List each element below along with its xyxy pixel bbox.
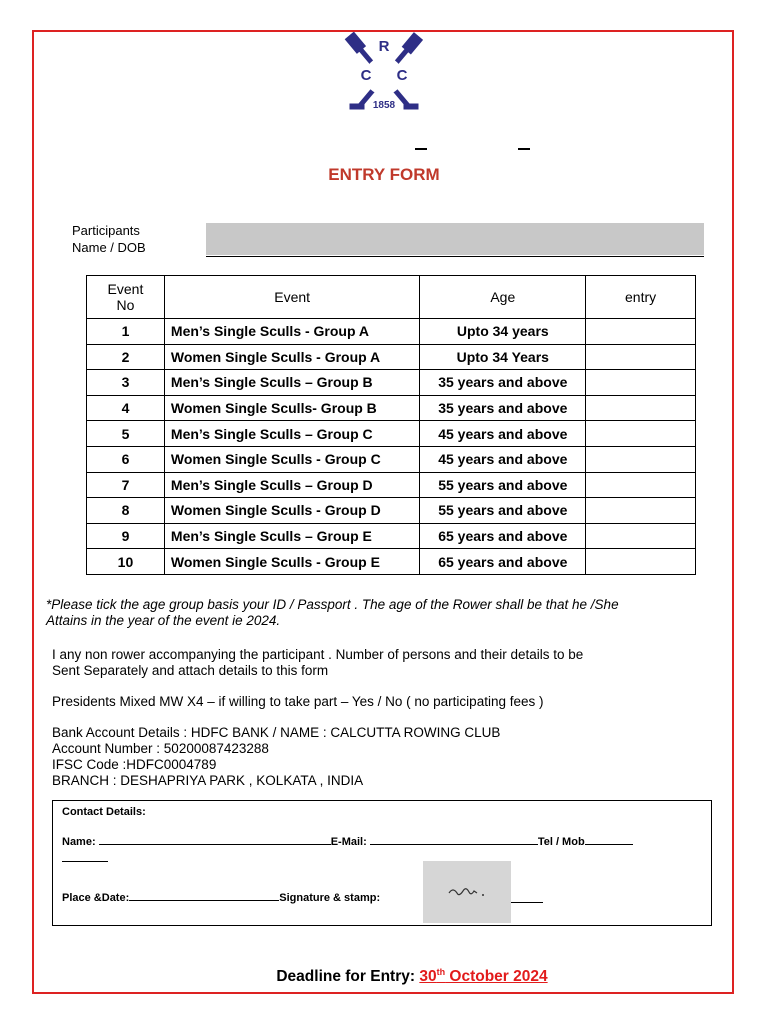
age-note-line2: Attains in the year of the event ie 2024.: [46, 613, 281, 628]
header-entry: entry: [586, 276, 696, 319]
cell-age: 35 years and above: [420, 395, 586, 421]
cell-age: 55 years and above: [420, 472, 586, 498]
cell-age: 45 years and above: [420, 446, 586, 472]
age-note: [46, 597, 756, 629]
bank-line2: Account Number : 50200087423288: [52, 741, 269, 756]
name-field[interactable]: [99, 834, 331, 845]
participant-name-input[interactable]: [206, 223, 704, 255]
non-rower-line1: I any non rower accompanying the participant . Number of persons and their details to be: [52, 647, 584, 662]
cell-event-no: 1: [87, 319, 165, 345]
bank-details: [52, 725, 500, 789]
signature-underline: [511, 892, 543, 903]
cell-event: Men’s Single Sculls – Group D: [164, 472, 420, 498]
deadline-date: [419, 968, 547, 985]
signature-scribble-icon: [423, 861, 511, 923]
participant-label: [72, 222, 146, 256]
cell-event-no: 3: [87, 370, 165, 396]
deadline-suffix: th: [436, 967, 446, 977]
table-row: [87, 446, 696, 472]
contact-heading: Contact Details:: [62, 806, 146, 818]
cell-age: 35 years and above: [420, 370, 586, 396]
bank-line4: BRANCH : DESHAPRIYA PARK , KOLKATA , INDIA: [52, 773, 364, 788]
tel-field-continuation[interactable]: [62, 851, 108, 865]
decorative-dash: [518, 148, 530, 150]
signature-stamp-image: [423, 861, 511, 923]
table-row: [87, 421, 696, 447]
cell-age: Upto 34 Years: [420, 344, 586, 370]
cell-event-no: 10: [87, 549, 165, 575]
deadline-month-year: October 2024: [445, 968, 548, 986]
form-title: ENTRY FORM: [328, 165, 440, 184]
cell-event: Women Single Sculls - Group D: [164, 498, 420, 524]
cell-event: Men’s Single Sculls - Group A: [164, 319, 420, 345]
cell-event: Women Single Sculls - Group A: [164, 344, 420, 370]
tel-field-underline: [62, 851, 108, 862]
logo-letter-c1: C: [360, 67, 372, 84]
table-row: [87, 344, 696, 370]
table-row: [87, 472, 696, 498]
cell-entry-checkbox[interactable]: [586, 395, 696, 421]
participant-label-line2: Name / DOB: [72, 240, 146, 255]
table-row: [87, 523, 696, 549]
cell-event: Women Single Sculls - Group C: [164, 446, 420, 472]
cell-entry-checkbox[interactable]: [586, 498, 696, 524]
name-label: Name:: [62, 836, 96, 848]
cell-event-no: 4: [87, 395, 165, 421]
cell-event-no: 5: [87, 421, 165, 447]
contact-row-2: [62, 890, 380, 904]
cell-event-no: 2: [87, 344, 165, 370]
cell-entry-checkbox[interactable]: [586, 523, 696, 549]
table-header-row: [87, 276, 696, 319]
table-row: [87, 319, 696, 345]
logo-year: 1858: [372, 100, 396, 111]
presidents-line: Presidents Mixed MW X4 – if willing to take part – Yes / No ( no participating fees ): [52, 694, 544, 709]
cell-entry-checkbox[interactable]: [586, 549, 696, 575]
cell-event: Women Single Sculls- Group B: [164, 395, 420, 421]
deadline-label: Deadline for Entry:: [276, 968, 416, 986]
cell-age: 55 years and above: [420, 498, 586, 524]
place-date-field[interactable]: [129, 890, 279, 901]
signature-field[interactable]: [511, 892, 543, 906]
cell-event: Men’s Single Sculls – Group E: [164, 523, 420, 549]
email-label: E-Mail:: [330, 836, 367, 848]
cell-event-no: 6: [87, 446, 165, 472]
bank-line3: IFSC Code :HDFC0004789: [52, 757, 217, 772]
participant-underline: [206, 256, 704, 257]
participant-label-line1: Participants: [72, 223, 140, 238]
cell-age: 65 years and above: [420, 549, 586, 575]
place-date-label: Place &Date:: [62, 892, 130, 904]
cell-entry-checkbox[interactable]: [586, 472, 696, 498]
cell-event-no: 9: [87, 523, 165, 549]
tel-label: Tel / Mob: [537, 836, 585, 848]
header-age: Age: [420, 276, 586, 319]
header-event-no-line1: Event: [107, 281, 144, 297]
cell-entry-checkbox[interactable]: [586, 370, 696, 396]
header-event-no: [87, 276, 165, 319]
logo-letter-c2: C: [396, 67, 408, 84]
deadline: [0, 967, 768, 986]
events-table: [86, 275, 696, 575]
cell-age: Upto 34 years: [420, 319, 586, 345]
cell-entry-checkbox[interactable]: [586, 344, 696, 370]
logo-letter-r: R: [378, 38, 390, 55]
table-row: [87, 370, 696, 396]
cell-age: 45 years and above: [420, 421, 586, 447]
cell-entry-checkbox[interactable]: [586, 446, 696, 472]
age-note-line1: *Please tick the age group basis your ID / Passport . The age of the Rower shall be that he /She: [46, 597, 619, 612]
email-field[interactable]: [370, 834, 538, 845]
non-rower-line2: Sent Separately and attach details to this form: [52, 663, 329, 678]
header-event-no-line2: No: [116, 297, 135, 313]
cell-entry-checkbox[interactable]: [586, 319, 696, 345]
cell-event-no: 7: [87, 472, 165, 498]
contact-details-box: [52, 800, 712, 926]
table-row: [87, 498, 696, 524]
cell-event: Men’s Single Sculls – Group C: [164, 421, 420, 447]
cell-event: Men’s Single Sculls – Group B: [164, 370, 420, 396]
club-logo: [344, 32, 424, 116]
table-row: [87, 549, 696, 575]
tel-field[interactable]: [585, 834, 633, 845]
header-event: Event: [164, 276, 420, 319]
cell-entry-checkbox[interactable]: [586, 421, 696, 447]
signature-label: Signature & stamp:: [279, 892, 381, 904]
non-rower-paragraph: [52, 647, 583, 679]
decorative-dash: [415, 148, 427, 150]
cell-age: 65 years and above: [420, 523, 586, 549]
bank-line1: Bank Account Details : HDFC BANK / NAME : CALCUTTA ROWING CLUB: [52, 725, 501, 740]
table-row: [87, 395, 696, 421]
contact-row-1: [62, 834, 633, 848]
cell-event: Women Single Sculls - Group E: [164, 549, 420, 575]
deadline-day: 30: [419, 968, 437, 986]
cell-event-no: 8: [87, 498, 165, 524]
